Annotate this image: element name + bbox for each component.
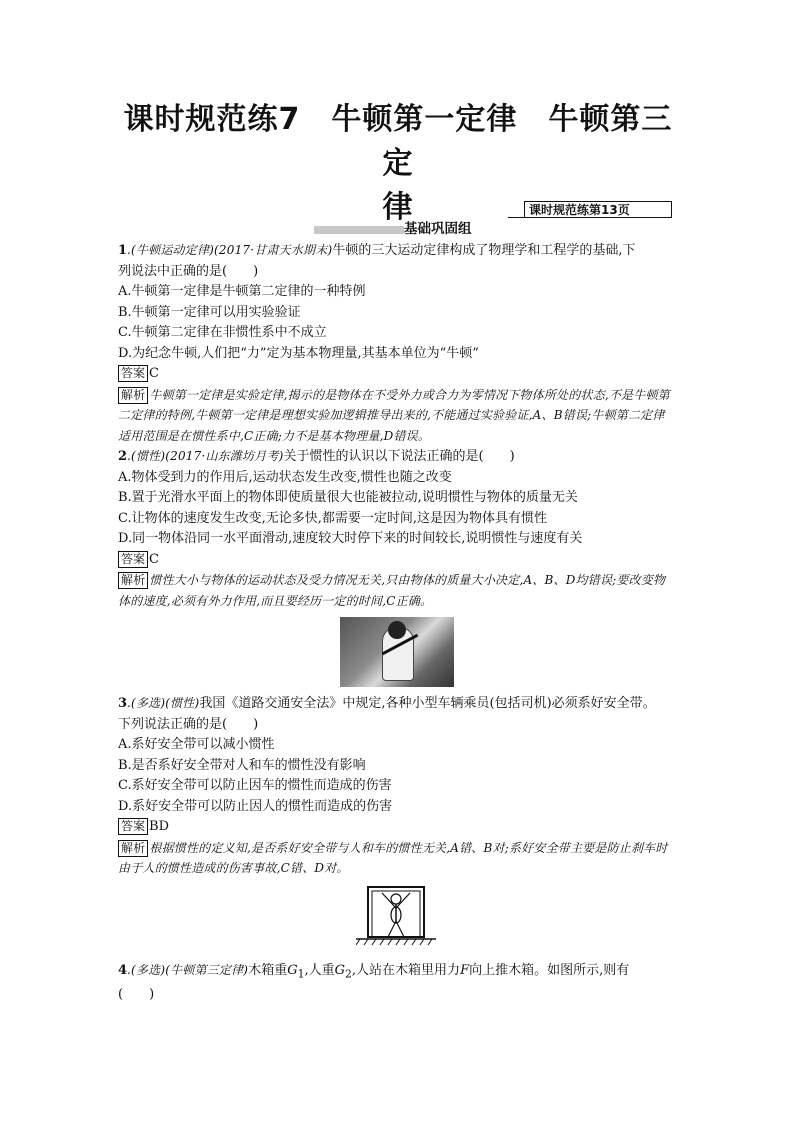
analysis-label: 解析 bbox=[118, 572, 148, 589]
option-a: A.系好安全带可以减小惯性 bbox=[118, 737, 275, 752]
g2-subscript: 2 bbox=[345, 967, 352, 981]
analysis-label: 解析 bbox=[118, 840, 148, 857]
question-number: 1 bbox=[118, 243, 128, 258]
question-tag: .(多选)(惯性) bbox=[127, 696, 200, 710]
answer-value: C bbox=[149, 366, 159, 381]
answer-label: 答案 bbox=[118, 818, 148, 835]
title-line-2: 律 bbox=[382, 190, 414, 225]
g2-symbol: G bbox=[334, 963, 346, 978]
question-stem-cont: 列说法中正确的是( ) bbox=[118, 263, 259, 279]
analysis-text: 根据惯性的定义知,是否系好安全带与人和车的惯性无关,A错、B对;系好安全带主要是防止刹车时由于人的惯性造成的伤害事故,C错、D对。 bbox=[118, 840, 668, 875]
seatbelt-photo-figure bbox=[118, 617, 676, 687]
question-number: 4 bbox=[118, 963, 128, 978]
question-stem: 牛顿的三大运动定律构成了物理学和工程学的基础,下 bbox=[332, 243, 636, 258]
question-4 bbox=[118, 960, 676, 1006]
option-a: A.物体受到力的作用后,运动状态发生改变,惯性也随之改变 bbox=[118, 469, 452, 485]
question-tag: .(惯性)(2017·山东潍坊月考) bbox=[127, 449, 284, 463]
option-b: B.是否系好安全带对人和车的惯性没有影响 bbox=[118, 757, 366, 773]
analysis-text: 牛顿第一定律是实验定律,揭示的是物体在不受外力或合力为零情况下物体所处的状态,不是牛顿第二定律的特例,牛顿第一定律是理想实验加逻辑推导出来的,不能通过实验验证,A、B错误;牛顿第二定律适用范围是在惯性系中,C正确;力不是基本物理量,D错误。 bbox=[118, 387, 670, 443]
question-3 bbox=[118, 693, 676, 879]
option-d: D.同一物体沿同一水平面滑动,速度较大时停下来的时间较长,说明惯性与速度有关 bbox=[118, 531, 583, 546]
question-tag: .(多选)(牛顿第三定律) bbox=[127, 963, 249, 977]
option-b: B.牛顿第一定律可以用实验验证 bbox=[118, 304, 301, 320]
analysis-label: 解析 bbox=[118, 387, 148, 404]
question-stem-post: ,人站在木箱里用力 bbox=[351, 963, 461, 978]
option-b: B.置于光滑水平面上的物体即使质量很大也能被拉动,说明惯性与物体的质量无关 bbox=[118, 490, 578, 505]
g1-symbol: G bbox=[287, 963, 298, 978]
option-c: C.让物体的速度发生改变,无论多快,都需要一定时间,这是因为物体具有惯性 bbox=[118, 510, 548, 526]
analysis-text: 惯性大小与物体的运动状态及受力情况无关,只由物体的质量大小决定,A、B、D均错误;要改变物体的速度,必须有外力作用,而且要经历一定的时间,C正确。 bbox=[118, 573, 666, 608]
answer-value: C bbox=[149, 551, 159, 567]
question-1 bbox=[118, 240, 676, 446]
question-stem: 关于惯性的认识以下说法正确的是( ) bbox=[283, 449, 515, 464]
question-2 bbox=[118, 446, 676, 611]
question-stem-mid: ,人重 bbox=[304, 963, 335, 978]
section-title: 基础巩固组 bbox=[404, 221, 472, 237]
questions-content bbox=[118, 240, 676, 1006]
ref-underline bbox=[508, 217, 525, 218]
question-stem-post2: 向上推木箱。如图所示,则有 bbox=[469, 963, 630, 978]
question-stem-cont: ( ) bbox=[118, 987, 155, 1003]
page-reference-box: 课时规范练第13页 bbox=[524, 201, 672, 218]
option-d: D.系好安全带可以防止因人的惯性而造成的伤害 bbox=[118, 798, 393, 814]
question-number: 2 bbox=[118, 449, 128, 464]
answer-label: 答案 bbox=[118, 365, 148, 382]
question-stem: 我国《道路交通安全法》中规定,各种小型车辆乘员(包括司机)必须系好安全带。 bbox=[199, 696, 656, 711]
section-decor-bar bbox=[314, 226, 404, 234]
option-c: C.牛顿第二定律在非惯性系中不成立 bbox=[118, 325, 327, 340]
answer-label: 答案 bbox=[118, 551, 148, 568]
force-symbol: F bbox=[460, 963, 470, 978]
option-d: D.为纪念牛顿,人们把“力”定为基本物理量,其基本单位为“牛顿” bbox=[118, 345, 479, 361]
person-in-box-diagram bbox=[356, 885, 436, 947]
option-c: C.系好安全带可以防止因车的惯性而造成的伤害 bbox=[118, 778, 392, 793]
question-stem-pre: 木箱重 bbox=[248, 963, 288, 978]
seatbelt-photo bbox=[340, 617, 454, 687]
question-stem-cont: 下列说法正确的是( ) bbox=[118, 716, 259, 732]
answer-value: BD bbox=[149, 819, 169, 834]
box-person-figure bbox=[118, 885, 676, 955]
driver-head bbox=[388, 621, 406, 639]
question-number: 3 bbox=[118, 696, 128, 711]
g1-subscript: 1 bbox=[297, 967, 305, 981]
option-a: A.牛顿第一定律是牛顿第二定律的一种特例 bbox=[118, 284, 366, 299]
title-line-1: 课时规范练7 牛顿第一定律 牛顿第三定 bbox=[123, 102, 673, 181]
question-tag: .(牛顿运动定律)(2017·甘肃天水期末) bbox=[127, 243, 333, 257]
